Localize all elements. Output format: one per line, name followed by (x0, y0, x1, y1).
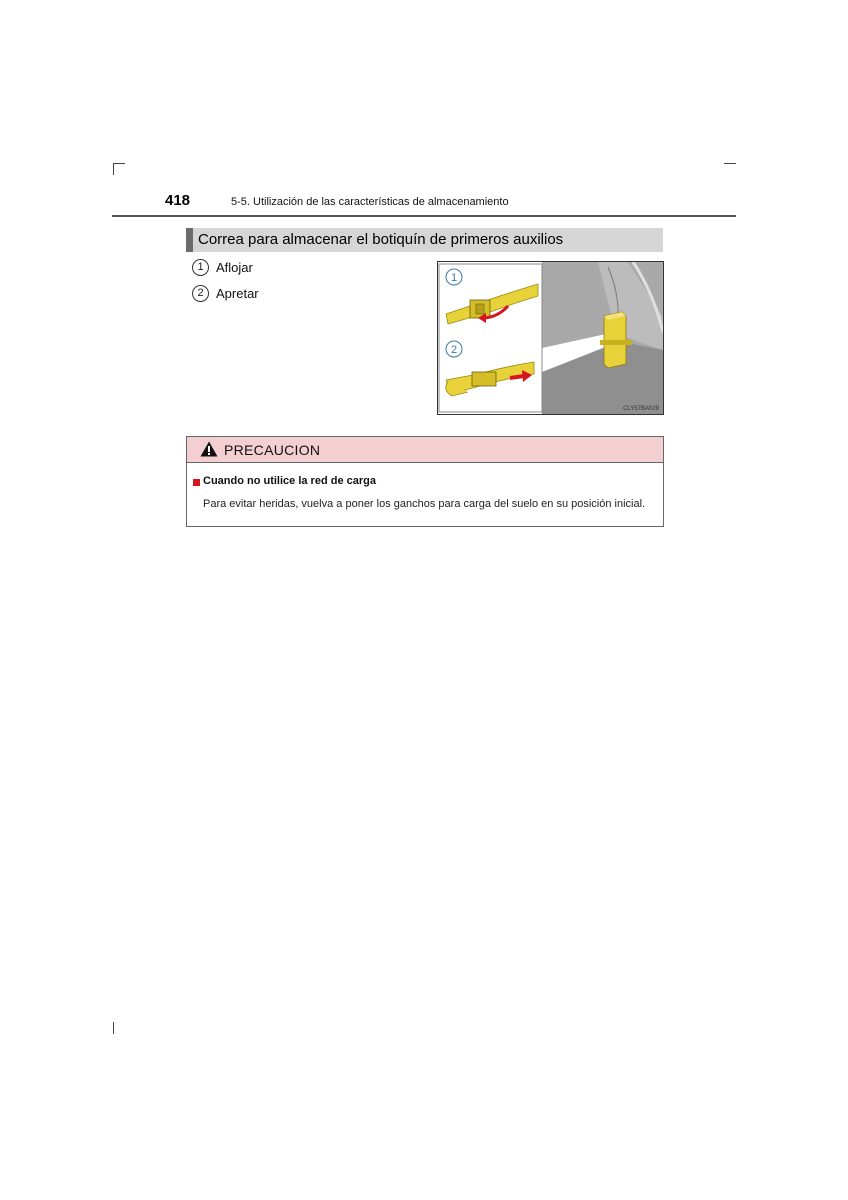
red-bullet-square (193, 479, 200, 486)
warning-triangle-icon (200, 441, 218, 457)
crop-mark-top-left-horizontal (113, 163, 125, 164)
crop-mark-top-right (724, 163, 736, 164)
step-label: Apretar (216, 285, 259, 301)
arrow-tighten (510, 376, 524, 378)
crop-mark-bottom-left (113, 1022, 114, 1034)
caution-text: Para evitar heridas, vuelva a poner los ganchos para carga del suelo en su posición inicial. (203, 498, 646, 510)
figure-code: CLY57BA029 (623, 406, 659, 412)
step-number-circle: 2 (192, 285, 209, 302)
step-item-loosen (192, 258, 253, 276)
caution-subtitle: Cuando no utilice la red de carga (203, 475, 376, 487)
buckle-tighten (472, 372, 496, 386)
caution-box (186, 436, 664, 527)
page-number: 418 (165, 192, 191, 209)
step-item-tighten (192, 284, 259, 302)
caution-header (187, 437, 663, 463)
illustration-drawing (438, 262, 663, 414)
header-divider (112, 215, 736, 217)
strap-illustration (437, 261, 664, 415)
section-title-bar (186, 228, 663, 252)
section-title: Correa para almacenar el botiquín de primeros auxilios (198, 231, 564, 248)
crop-mark-top-left-vertical (113, 163, 114, 175)
step-number-circle: 1 (192, 259, 209, 276)
callout-number-2: 2 (450, 344, 458, 356)
step-label: Aflojar (216, 259, 253, 275)
running-head: 5-5. Utilización de las características de almacenamiento (231, 196, 509, 208)
caution-title: PRECAUCION (224, 442, 321, 458)
box-strap (600, 340, 632, 345)
callout-number-1: 1 (450, 272, 458, 284)
